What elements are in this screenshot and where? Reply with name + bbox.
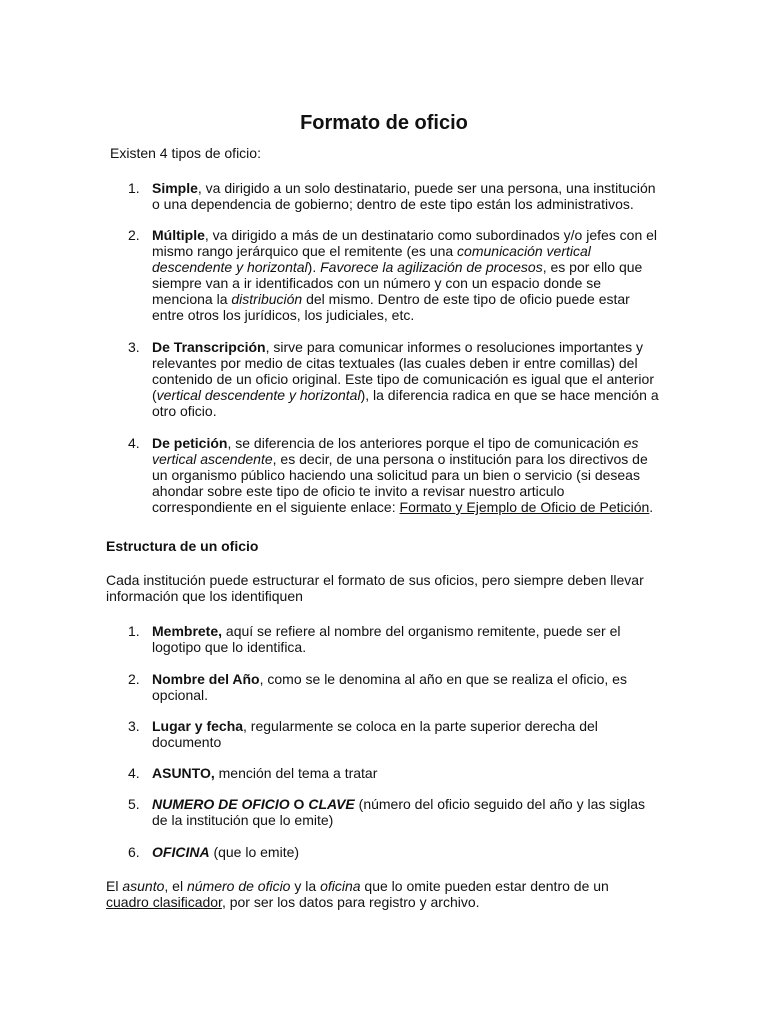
text-run: , se diferencia de los anteriores porque el tipo de comunicación	[227, 435, 624, 451]
list-text	[152, 765, 662, 781]
text-run: , por ser los datos para registro y archivo.	[221, 894, 480, 910]
italic-text: comunicación vertical descendente y horizontal	[152, 243, 591, 275]
bold-term: Múltiple	[152, 227, 205, 243]
list-number: 6.	[128, 844, 140, 860]
list-text	[152, 844, 662, 860]
text-run: , regularmente se coloca en la parte superior derecha del documento	[152, 718, 598, 750]
text-run: (que lo emite)	[209, 844, 300, 860]
text-run: , va dirigido a un solo destinatario, puede ser una persona, una institución o una dependencia de gobierno; dentro de este tipo están los administrativos.	[152, 180, 656, 212]
bold-term: O	[289, 796, 309, 812]
italic-text: número de oficio	[186, 878, 291, 894]
text-run: , como se le denomina al año en que se realiza el oficio, es opcional.	[152, 671, 627, 703]
list-text	[152, 227, 662, 323]
bold-term: Membrete,	[152, 623, 223, 639]
italic-text: vertical descendente y horizontal	[156, 387, 361, 403]
text-run: mención del tema a tratar	[214, 765, 378, 781]
intro-text: Existen 4 tipos de oficio:	[110, 145, 261, 161]
structure-intro: Cada institución puede estructurar el formato de sus oficios, pero siempre deben llevar información que los identifiquen	[106, 572, 644, 604]
text-link[interactable]: cuadro clasificador	[106, 894, 222, 910]
italic-text: asunto	[122, 878, 165, 894]
list-text	[152, 180, 662, 212]
list-text	[152, 339, 662, 419]
closing-paragraph[interactable]	[106, 878, 646, 910]
list-number: 2.	[128, 227, 140, 243]
list-text	[152, 623, 662, 655]
bold-term: Lugar y fecha	[152, 718, 244, 734]
list-number: 2.	[128, 671, 140, 687]
section-heading: Estructura de un oficio	[106, 538, 259, 554]
list-text	[152, 671, 662, 703]
list-number: 5.	[128, 796, 140, 812]
list-number: 3.	[128, 718, 140, 734]
text-run: aquí se refiere al nombre del organismo remitente, puede ser el logotipo que lo identifica.	[152, 623, 621, 655]
page-title: Formato de oficio	[300, 112, 468, 134]
text-run: , sirve para comunicar informes o resoluciones importantes y relevantes por medio de citas textuales (las cuales deben ir entre comillas) del contenido de un oficio original. Este tipo de comunicación es igual que el anterior (	[152, 339, 654, 403]
text-run: .	[649, 499, 654, 515]
text-run: , el	[164, 878, 187, 894]
list-number: 1.	[128, 623, 140, 639]
italic-text: distribución	[231, 291, 303, 307]
list-text	[152, 796, 662, 828]
text-run: y la	[290, 878, 321, 894]
bold-term: OFICINA	[152, 844, 210, 860]
text-run: ).	[307, 259, 321, 275]
text-run: , es por ello que siempre van a ir identificados con un número y con un espacio donde se menciona la	[152, 259, 643, 307]
text-run: ), la diferencia radica en que se hace mención a otro oficio.	[152, 387, 659, 419]
list-number: 1.	[128, 180, 140, 196]
list-number: 4.	[128, 435, 140, 451]
italic-text: es vertical ascendente	[152, 435, 639, 467]
bold-term: NUMERO DE OFICIO	[152, 796, 290, 812]
text-run: , va dirigido a más de un destinatario como subordinados y/o jefes con el mismo rango jerárquico que el remitente (es una	[152, 227, 658, 259]
text-run: (número del oficio seguido del año y las siglas de la institución que lo emite)	[152, 796, 646, 828]
text-link[interactable]: Formato y Ejemplo de Oficio de Petición	[399, 499, 650, 515]
bold-term: Nombre del Año	[152, 671, 260, 687]
text-run: El	[106, 878, 123, 894]
list-number: 3.	[128, 339, 140, 355]
list-text	[152, 718, 662, 750]
list-number: 4.	[128, 765, 140, 781]
bold-term: Simple	[152, 180, 198, 196]
text-run: , es decir, de una persona o institución para los directivos de un organismo público haciendo una solicitud para un bien o servicio (si deseas ahondar sobre este tipo de oficio te invito a revisar nuestro articulo correspondiente en el siguiente enlace:	[152, 451, 648, 515]
bold-term: CLAVE	[308, 796, 355, 812]
italic-text: Favorece la agilización de procesos	[320, 259, 543, 275]
text-run: que lo omite pueden estar dentro de un	[360, 878, 609, 894]
italic-text: oficina	[320, 878, 361, 894]
text-run: del mismo. Dentro de este tipo de oficio puede estar entre otros los jurídicos, los judiciales, etc.	[152, 291, 630, 323]
list-text[interactable]	[152, 435, 662, 515]
bold-term: De petición	[152, 435, 228, 451]
bold-term: De Transcripción	[152, 339, 266, 355]
bold-term: ASUNTO,	[152, 765, 215, 781]
